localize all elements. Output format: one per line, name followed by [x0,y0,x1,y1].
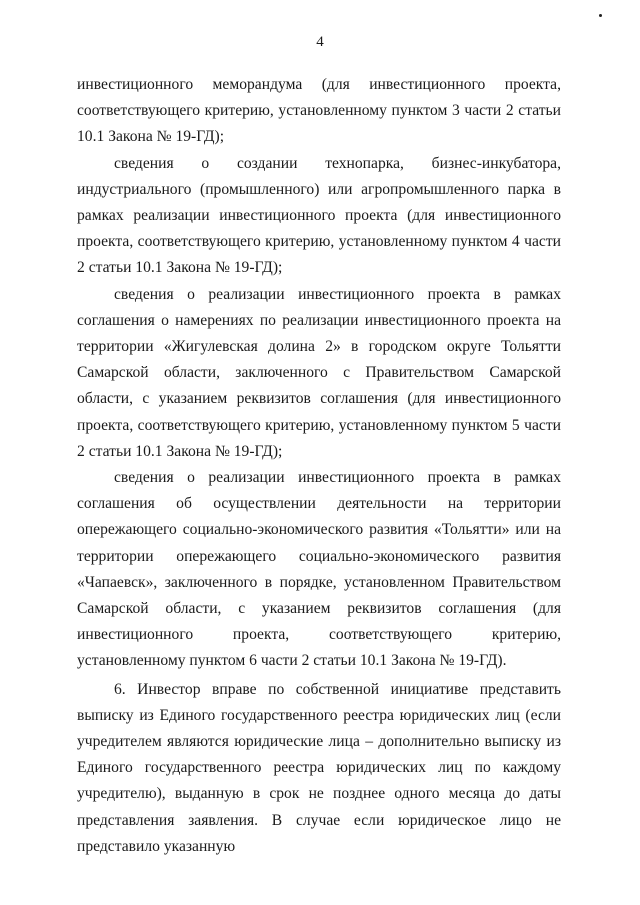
page-number: 4 [316,34,324,50]
paragraph-item-6: 6. Инвестор вправе по собственной инициативе представить выписку из Единого государственного реестра юридических лиц (если учредителем являются юридические лица – дополнительно выписку из Единого государственного реестра юридических лиц по каждому учредителю), выданную в срок не позднее одного месяца до даты представления заявления. В случае если юридическое лицо не представило указанную [77,680,561,855]
scan-speck [599,14,602,17]
paragraph-investment-memorandum: инвестиционного меморандума (для инвестиционного проекта, соответствующего критерию, установленному пунктом 3 части 2 статьи 10.1 Закона № 19-ГД); [77,76,561,146]
paragraph-technopark-info: сведения о создании технопарка, бизнес-инкубатора, индустриального (промышленного) или агропромышленного парка в рамках реализации инвестиционного проекта (для инвестиционного проекта, соответствующего критерию, установленному пунктом 4 части 2 статьи 10.1 Закона № 19-ГД); [77,154,561,277]
document-body [77,72,561,860]
paragraph-tosed-agreement: сведения о реализации инвестиционного проекта в рамках соглашения об осуществлении деятельности на территории опережающего социально-экономического развития «Тольятти» или на территории опережающего социально-экономического развития «Чапаевск», заключенного в порядке, установленном Правительством Самарской области, с указанием реквизитов соглашения (для инвестиционного проекта, соответствующего критерию, установленному пунктом 6 части 2 статьи 10.1 Закона № 19-ГД). [77,469,561,670]
paragraph-zhigulevskaya-dolina: сведения о реализации инвестиционного проекта в рамках соглашения о намерениях по реализации инвестиционного проекта на территории «Жигулевская долина 2» в городском округе Тольятти Самарской области, заключенного с Правительством Самарской области, с указанием реквизитов соглашения (для инвестиционного проекта, соответствующего критерию, установленному пунктом 5 части 2 статьи 10.1 Закона № 19-ГД); [77,285,561,460]
